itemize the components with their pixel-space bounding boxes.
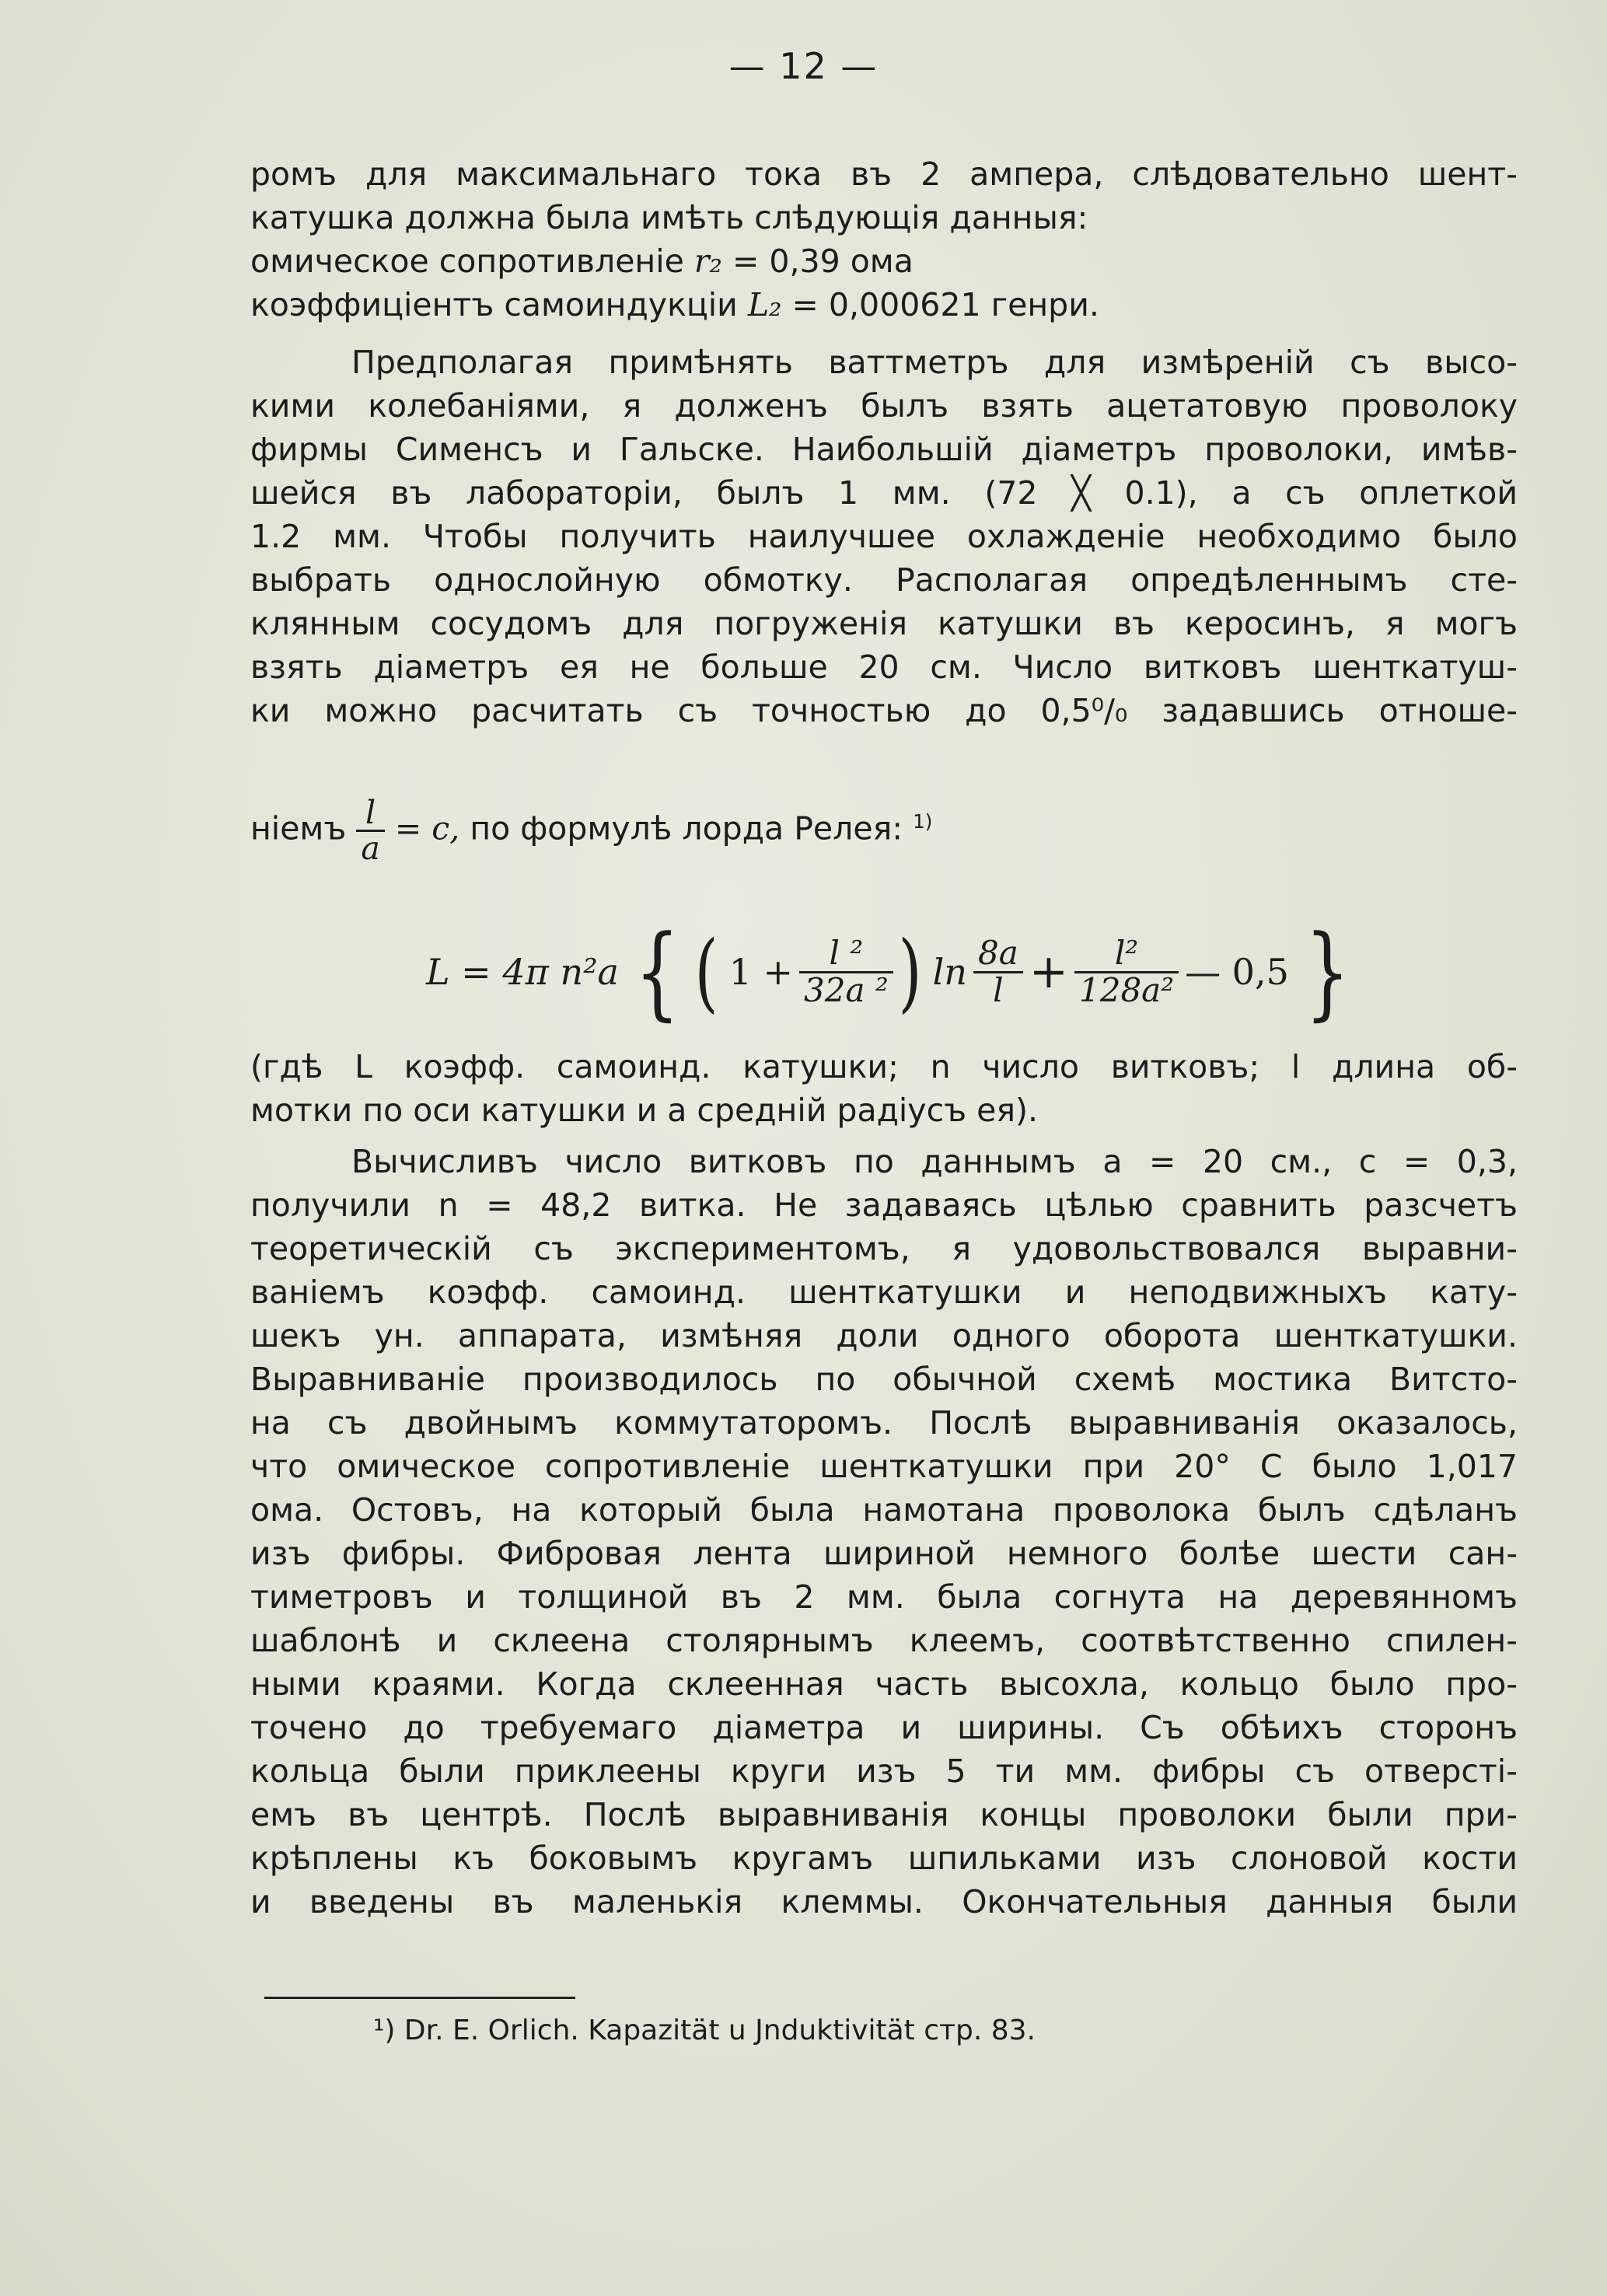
text-line: и введены въ маленькія клеммы. Окончательныя данныя были <box>250 1883 1518 1920</box>
fraction-denominator: 32a ² <box>804 970 889 1009</box>
text-line: емъ въ центрѣ. Послѣ выравниванія концы проволоки были при- <box>250 1796 1518 1833</box>
paragraph-wire-choice <box>250 341 1518 732</box>
brace-close: } <box>1305 913 1350 1031</box>
text-line: на съ двойнымъ коммутаторомъ. Послѣ выравниванія оказалось, <box>250 1404 1518 1442</box>
text-line: точено до требуемаго діаметра и ширины. Съ обѣихъ сторонъ <box>250 1709 1518 1746</box>
ratio-prefix: ніемъ <box>250 809 347 847</box>
footnote: ¹) Dr. E. Orlich. Kapazität u Jnduktivität стр. 83. <box>373 2015 1036 2046</box>
fraction-numerator: l <box>356 796 384 832</box>
inductance-line <box>250 283 1518 327</box>
text-line: крѣплены къ боковымъ кругамъ шпильками изъ слоновой кости <box>250 1840 1518 1877</box>
text-line: ными краями. Когда склеенная часть высохла, кольцо было про- <box>250 1665 1518 1703</box>
text-line: теоретическій съ экспериментомъ, я удовольствовался выравни- <box>250 1230 1518 1267</box>
inductance-value: = 0,000621 генри. <box>791 286 1099 323</box>
fraction-denominator: l <box>993 970 1004 1009</box>
formula-ln: ln <box>932 951 967 993</box>
brace-open: { <box>634 913 680 1031</box>
formula-fraction-3 <box>1074 936 1179 1007</box>
text-line: Вычисливъ число витковъ по даннымъ a = 20 см., c = 0,3, <box>351 1143 1518 1180</box>
text-line: изъ фибры. Фибровая лента шириной немного болѣе шести сан- <box>250 1535 1518 1572</box>
page-number: — 12 — <box>728 45 879 87</box>
text-line: шаблонѣ и склеена столярнымъ клеемъ, соотвѣтственно спилен- <box>250 1622 1518 1659</box>
text-line: ки можно расчитать съ точностью до 0,5⁰/₀ задавшись отноше- <box>250 692 1518 729</box>
text-line: что омическое сопротивленіе шенткатушки при 20° C было 1,017 <box>250 1448 1518 1485</box>
ratio-line <box>250 787 1518 868</box>
paren-open: ( <box>694 922 718 1022</box>
text-line: 1.2 мм. Чтобы получить наилучшее охлажденіе необходимо было <box>250 518 1518 555</box>
fraction-numerator: 8a <box>973 936 1023 973</box>
fraction-denominator: 128a² <box>1079 970 1175 1009</box>
ratio-equals: = c, <box>394 809 460 847</box>
fraction-denominator: a <box>361 830 380 868</box>
formula-one-plus: 1 + <box>728 951 794 993</box>
text-line: ваніемъ коэфф. самоинд. шенткатушки и неподвижныхъ кату- <box>250 1274 1518 1311</box>
text-line: ромъ для максимальнаго тока въ 2 ампера, слѣдовательно шент- <box>250 156 1518 193</box>
text-line: выбрать однослойную обмотку. Располагая опредѣленнымъ сте- <box>250 561 1518 599</box>
text-line: Выравниваніе производилось по обычной схемѣ мостика Витсто- <box>250 1361 1518 1398</box>
text-line: Предполагая примѣнять ваттметръ для измѣреній съ высо- <box>351 344 1518 381</box>
text-line: шейся въ лабораторіи, былъ 1 мм. (72 ╳ 0.1), а съ оплеткой <box>250 474 1518 512</box>
formula-plus: + <box>1029 945 1069 999</box>
ratio-text: по формулѣ лорда Релея: <box>470 809 903 847</box>
ohm-symbol: r₂ <box>693 243 722 280</box>
formula-fraction-2 <box>973 936 1023 1007</box>
text-line: (гдѣ L коэфф. самоинд. катушки; n число витковъ; l длина об- <box>250 1048 1518 1085</box>
text-line: фирмы Сименсъ и Гальске. Наибольшій діаметръ проволоки, имѣв- <box>250 431 1518 468</box>
ohm-resistance-line <box>250 239 1518 283</box>
rayleigh-formula <box>420 910 1376 1034</box>
text-line: катушка должна была имѣть слѣдующія данныя: <box>250 199 1088 236</box>
text-line: ома. Остовъ, на который была намотана проволока былъ сдѣланъ <box>250 1491 1518 1529</box>
ohm-label: омическое сопротивленіе <box>250 243 684 280</box>
footnote-rule <box>264 1997 575 1999</box>
paren-close: ) <box>898 922 922 1022</box>
fraction-numerator: l ² <box>799 936 893 973</box>
ratio-fraction <box>356 794 384 868</box>
formula-lhs: L = 4π n²a <box>426 951 619 993</box>
inductance-label: коэффиціентъ самоиндукціи <box>250 286 738 323</box>
text-line: кими колебаніями, я долженъ былъ взять ацетатовую проволоку <box>250 387 1518 425</box>
formula-tail: — 0,5 <box>1185 951 1289 993</box>
text-line: клянным сосудомъ для погруженія катушки въ керосинъ, я могъ <box>250 605 1518 642</box>
text-line: получили n = 48,2 витка. Не задаваясь цѣлью сравнить разсчетъ <box>250 1186 1518 1224</box>
text-line: тиметровъ и толщиной въ 2 мм. была согнута на деревянномъ <box>250 1578 1518 1616</box>
inductance-symbol: L₂ <box>747 286 782 323</box>
paragraph-calculation <box>250 1140 1518 1924</box>
footnote-ref: 1) <box>913 810 933 833</box>
ohm-value: = 0,39 ома <box>732 243 914 280</box>
text-line: мотки по оси катушки и a средній радіусъ ея). <box>250 1092 1039 1129</box>
text-line: шекъ ун. аппарата, измѣняя доли одного оборота шенткатушки. <box>250 1317 1518 1354</box>
text-line: кольца были приклеены круги изъ 5 ти мм. фибры съ отверстi- <box>250 1753 1518 1790</box>
fraction-numerator: l² <box>1074 936 1179 973</box>
paragraph-legend <box>250 1045 1518 1132</box>
text-block-top <box>250 152 1518 327</box>
formula-fraction-1 <box>799 936 893 1007</box>
text-line: взять діаметръ ея не больше 20 см. Число витковъ шенткатуш- <box>250 648 1518 686</box>
